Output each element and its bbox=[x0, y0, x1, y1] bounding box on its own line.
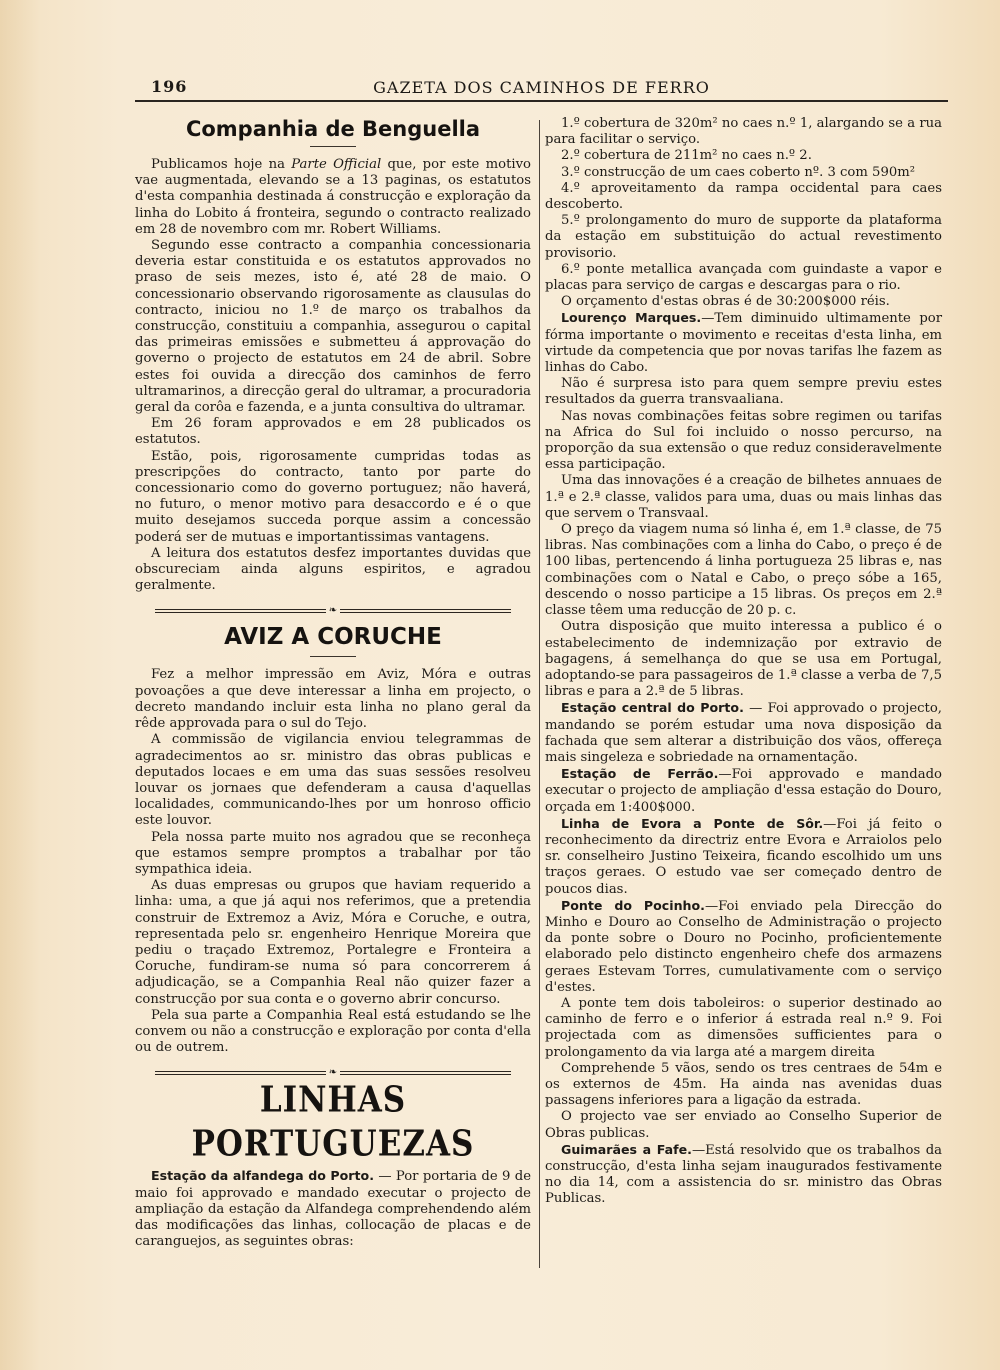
pocinho-paragraph-3: Comprehende 5 vãos, sendo os tres centraes de 54m e os externos de 45m. Ha ainda nas avenidas duas passagens inferiores para a ligação da estrada. bbox=[545, 1060, 942, 1109]
fafe-paragraph: Guimarães a Fafe.—Está resolvido que os trabalhos da construcção, d'esta linha sejam inaugurados festivamente no dia 14, com a assistencia do sr. ministro das Obras Publicas. bbox=[545, 1141, 942, 1207]
benguella-paragraph-5: A leitura dos estatutos desfez importantes duvidas que obscureciam ainda alguns espiritos, e agradou geralmente. bbox=[135, 545, 531, 594]
aviz-paragraph-2: A commissão de vigilancia enviou telegrammas de agradecimentos ao sr. ministro das obras publicas e deputados locaes e em uma das suas sessões resolveu louvar os jornaes que defenderam a causa d'aquellas localidades, communicando-lhes por um honroso officio este louvor. bbox=[135, 732, 531, 829]
left-column bbox=[135, 116, 531, 1250]
alfandega-paragraph: Estação da alfandega do Porto. — Por portaria de 9 de maio foi approvado e mandado executar o projecto de ampliação da estação da Alfandega comprehendendo além das modificações das linhas, collocação de placas e de caranguejos, as seguintes obras: bbox=[135, 1168, 531, 1250]
short-rule bbox=[310, 656, 356, 657]
pocinho-paragraph-4: O projecto vae ser enviado ao Conselho Superior de Obras publicas. bbox=[545, 1109, 942, 1141]
aviz-paragraph-5: Pela sua parte a Companhia Real está estudando se lhe convem ou não a construcção e exploração por conta d'ella ou de outrem. bbox=[135, 1007, 531, 1056]
porto-lead: Estação central do Porto. bbox=[561, 700, 744, 716]
lourenco-paragraph-2: Não é surpresa isto para quem sempre previu estes resultados da guerra transvaaliana. bbox=[545, 376, 942, 408]
lourenco-paragraph-1: Lourenço Marques.—Tem diminuido ultimamente por fórma importante o movimento e receitas d'esta linha, em virtude da competencia que por novas tarifas lhe fazem as linhas do Cabo. bbox=[545, 310, 943, 376]
benguella-paragraph-4: Estão, pois, rigorosamente cumpridas todas as prescripções do contracto, tanto por parte do concessionario como do governo portuguez; não haverá, no futuro, o menor motivo para desaccordo e é o que muito desejamos succeda porque assim a concessão poderá ser de mutuas e importantissimas vantagens. bbox=[135, 448, 531, 545]
orcamento-paragraph: O orçamento d'estas obras é de 30:200$000 réis. bbox=[561, 294, 890, 310]
ornament-icon: ❧ bbox=[326, 1068, 340, 1078]
section-divider bbox=[155, 1068, 511, 1078]
lourenco-paragraph-6: Outra disposição que muito interessa a publico é o estabelecimento de indemnização por extravio de bagagens, á semelhança do que se usa em Portugal, adoptando-se para passageiros de 1.ª classe a verba de 7,5 libras e para a 2.ª de 5 libras. bbox=[545, 619, 942, 700]
evora-paragraph: Linha de Evora a Ponte de Sôr.—Foi já feito o reconhecimento da directriz entre Evora e Arraiolos pelo sr. conselheiro Justino Teixeira, ficando escolhido um uns traços geraes. O estudo vae ser começado dentro de poucos dias. bbox=[545, 815, 942, 897]
ornament-icon: ❧ bbox=[326, 606, 340, 616]
works-item-2: 2.º cobertura de 211m² no caes n.º 2. bbox=[561, 148, 812, 164]
works-item-6: 6.º ponte metallica avançada com guindaste a vapor e placas para serviço de cargas e descargas para o rio. bbox=[545, 261, 942, 294]
benguella-title: Companhia de Benguella bbox=[185, 117, 481, 141]
lourenco-lead: Lourenço Marques. bbox=[561, 310, 702, 326]
porto-paragraph: Estação central do Porto. — Foi approvado o projecto, mandando se porém estudar uma nova disposição da fachada que sem alterar a distribuição dos vãos, offereça mais singeleza e sobriedade na ornamentação. bbox=[545, 700, 942, 765]
page-number: 196 bbox=[151, 77, 188, 96]
benguella-paragraph-3: Em 26 foram approvados e em 28 publicados os estatutos. bbox=[135, 416, 531, 448]
pocinho-paragraph-1: Ponte do Pocinho.—Foi enviado pela Direcção do Minho e Douro ao Conselho de Administração o projecto da ponte sobre o Douro no Pocinho, proficientemente elaborado pelo distincto engenheiro chefe dos armazens geraes Estevam Torres, cumulativamente com o serviço d'estes. bbox=[545, 897, 942, 995]
pocinho-paragraph-2: A ponte tem dois taboleiros: o superior destinado ao caminho de ferro e o inferior á estrada real n.º 9. Foi projectada com as dimensões sufficientes para o prolongamento da via larga até a margem direita bbox=[545, 995, 942, 1060]
right-column bbox=[545, 116, 942, 1208]
short-rule bbox=[310, 146, 356, 147]
parte-official-italic: Parte Official bbox=[291, 157, 382, 172]
evora-lead: Linha de Evora a Ponte de Sôr. bbox=[561, 815, 824, 831]
section-divider bbox=[155, 606, 511, 616]
benguella-paragraph-1: Publicamos hoje na Parte Official que, por este motivo vae augmentada, elevando se a 13 paginas, os estatutos d'esta companhia destinada á construcção e exploração da linha do Lobito á fronteira, segundo o contracto realizado em 28 de novembro com mr. Robert Williams. bbox=[135, 157, 531, 237]
works-item-3: 3.º construcção de um caes coberto nº. 3 com 590m² bbox=[561, 164, 916, 180]
page-edge-stain bbox=[0, 0, 40, 1370]
works-item-4: 4.º aproveitamento da rampa occidental para caes descoberto. bbox=[545, 180, 942, 213]
works-item-5: 5.º prolongamento do muro de supporte da plataforma da estação em substituição do actual revestimento provisorio. bbox=[545, 213, 942, 261]
works-item-1: 1.º cobertura de 320m² no caes n.º 1, alargando se a rua para facilitar o serviço. bbox=[545, 116, 942, 148]
fafe-lead: Guimarães a Fafe. bbox=[561, 1141, 692, 1157]
pocinho-lead: Ponte do Pocinho. bbox=[561, 897, 705, 913]
running-title: GAZETA DOS CAMINHOS DE FERRO bbox=[373, 78, 710, 97]
column-divider bbox=[539, 120, 540, 1268]
aviz-paragraph-1: Fez a melhor impressão em Aviz, Móra e outras povoações a que deve interessar a linha em projecto, o decreto mandando incluir esta linha no plano geral da rêde approvada para o sul do Tejo. bbox=[135, 667, 531, 732]
linhas-title: LINHAS PORTUGUEZAS bbox=[191, 1079, 475, 1165]
ferrao-lead: Estação de Ferrão. bbox=[561, 766, 719, 782]
lourenco-paragraph-3: Nas novas combinações feitas sobre regimen ou tarifas na Africa do Sul foi incluido o nosso percurso, na proporção da sua extensão o que reduz consideravelmente essa participação. bbox=[545, 408, 942, 473]
alfandega-lead: Estação da alfandega do Porto. bbox=[151, 1168, 374, 1184]
lourenco-paragraph-4: Uma das innovações é a creação de bilhetes annuaes de 1.ª e 2.ª classe, validos para uma, duas ou mais linhas das que servem o Transvaal. bbox=[545, 473, 942, 521]
aviz-paragraph-3: Pela nossa parte muito nos agradou que se reconheça que estamos sempre promptos a trabalhar por tão sympathica ideia. bbox=[135, 829, 531, 877]
benguella-paragraph-2: Segundo esse contracto a companhia concessionaria deveria estar constituida e os estatutos approvados no praso de seis mezes, isto é, até 28 de maio. O concessionario observando rigorosamente as clausulas do contracto, iniciou no 1.º de março os trabalhos da construcção, constituiu a companhia, assegurou o capital das primeiras emissões e submetteu á approvação do governo o projecto de estatutos em 24 de abril. Sobre estes foi ouvida a direcção dos caminhos de ferro ultramarinos, a direcção geral do ultramar, a procuradoria geral da corôa e fazenda, e a junta consultiva do ultramar. bbox=[135, 238, 531, 416]
ferrao-paragraph: Estação de Ferrão.—Foi approvado e mandado executar o projecto de ampliação d'essa estação do Douro, orçada em 1:400$000. bbox=[545, 766, 942, 815]
aviz-paragraph-4: As duas empresas ou grupos que haviam requerido a linha: uma, a que já aqui nos referimos, que a pretendia construir de Extremoz a Aviz, Móra e Coruche, e outra, representada pelo sr. engenheiro Henrique Moreira que pediu o traçado Extremoz, Portalegre e Fronteira a Coruche, fundiram-se numa só para concorrerem á adjudicação, se a Companhia Real não quizer fazer a construcção por sua conta e o governo abrir concurso. bbox=[135, 878, 531, 1007]
lourenco-paragraph-5: O preço da viagem numa só linha é, em 1.ª classe, de 75 libras. Nas combinações com a linha do Cabo, o preço é de 100 libas, pertencendo á linha portugueza 25 libras e, nas combinações com o Natal e Cabo, o preço sóbe a 165, descendo o nosso participe a 15 libras. Os preços em 2.ª classe têem uma reducção de 20 p. c. bbox=[545, 522, 942, 619]
aviz-title: AVIZ A CORUCHE bbox=[224, 624, 442, 651]
page-header bbox=[135, 72, 948, 102]
